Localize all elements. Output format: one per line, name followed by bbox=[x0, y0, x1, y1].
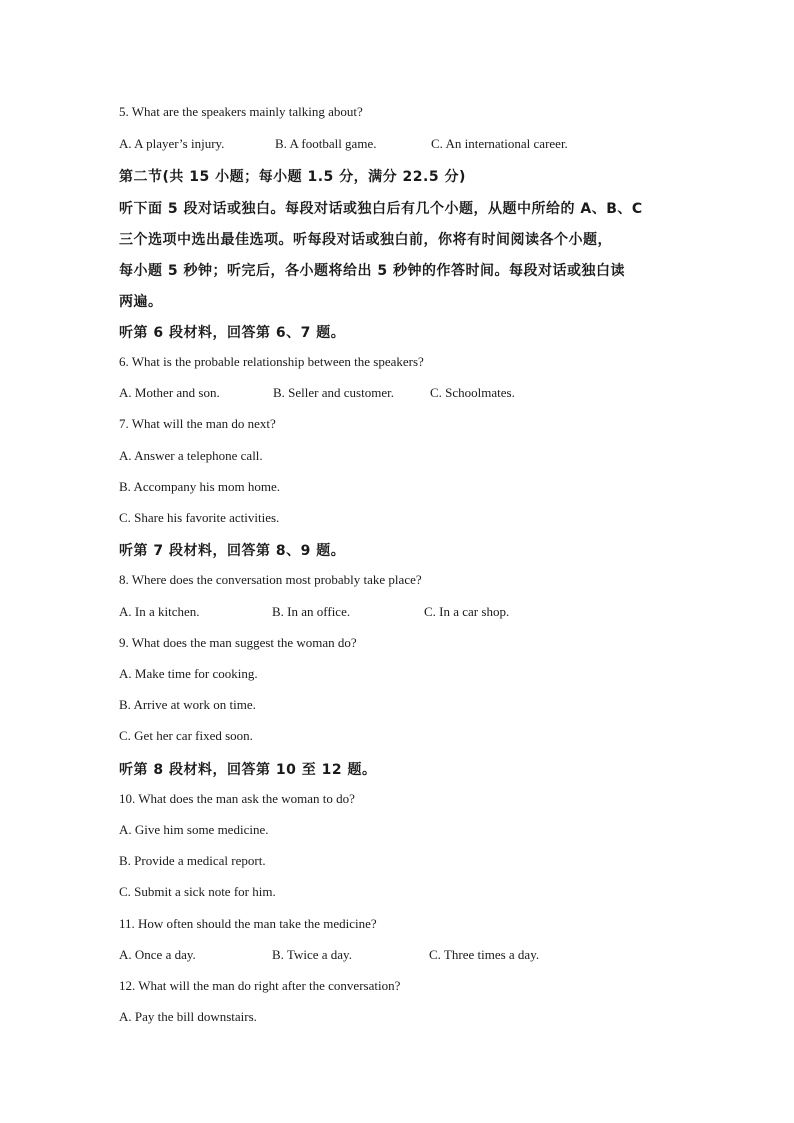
question-10: 10. What does the man ask the woman to do? bbox=[119, 791, 355, 806]
passage-7-heading: 听第 7 段材料，回答第 8、9 题。 bbox=[119, 543, 346, 559]
option-a: A. Once a day. bbox=[119, 947, 196, 962]
option-c: C. Get her car fixed soon. bbox=[119, 728, 253, 743]
passage-8-heading: 听第 8 段材料，回答第 10 至 12 题。 bbox=[119, 762, 377, 778]
section-instructions-line-1: 听下面 5 段对话或独白。每段对话或独白后有几个小题，从题中所给的 A、B、C bbox=[119, 201, 643, 217]
option-c: C. Three times a day. bbox=[429, 947, 540, 962]
option-b: B. Seller and customer. bbox=[273, 385, 394, 400]
option-a: A. In a kitchen. bbox=[119, 604, 200, 619]
option-b: B. In an office. bbox=[272, 604, 351, 619]
section-heading: 第二节(共 15 小题；每小题 1.5 分，满分 22.5 分) bbox=[119, 169, 466, 185]
section-instructions-line-3: 每小题 5 秒钟；听完后，各小题将给出 5 秒钟的作答时间。每段对话或独白读 bbox=[119, 263, 625, 279]
question-5: 5. What are the speakers mainly talking about? bbox=[119, 104, 363, 119]
option-a: A. Answer a telephone call. bbox=[119, 448, 263, 463]
question-6: 6. What is the probable relationship between the speakers? bbox=[119, 354, 424, 369]
option-b: B. Arrive at work on time. bbox=[119, 697, 256, 712]
question-12: 12. What will the man do right after the conversation? bbox=[119, 978, 401, 993]
option-b: B. Twice a day. bbox=[272, 947, 352, 962]
section-instructions-line-2: 三个选项中选出最佳选项。听每段对话或独白前，你将有时间阅读各个小题， bbox=[119, 232, 612, 248]
option-c: C. Schoolmates. bbox=[430, 385, 515, 400]
question-8: 8. Where does the conversation most probably take place? bbox=[119, 572, 422, 587]
question-9: 9. What does the man suggest the woman do? bbox=[119, 635, 357, 650]
option-c: C. An international career. bbox=[431, 136, 568, 151]
passage-6-heading: 听第 6 段材料，回答第 6、7 题。 bbox=[119, 325, 346, 341]
option-c: C. In a car shop. bbox=[424, 604, 510, 619]
option-b: B. A football game. bbox=[275, 136, 377, 151]
option-a: A. Make time for cooking. bbox=[119, 666, 258, 681]
option-a: A. Mother and son. bbox=[119, 385, 220, 400]
option-b: B. Provide a medical report. bbox=[119, 853, 266, 868]
option-a: A. Give him some medicine. bbox=[119, 822, 269, 837]
option-c: C. Share his favorite activities. bbox=[119, 510, 280, 525]
question-11-options bbox=[119, 947, 679, 965]
option-a: A. A player’s injury. bbox=[119, 136, 225, 151]
question-5-options bbox=[119, 136, 679, 154]
question-8-options bbox=[119, 604, 679, 622]
section-instructions-line-4: 两遍。 bbox=[119, 294, 163, 310]
question-6-options bbox=[119, 385, 679, 403]
option-b: B. Accompany his mom home. bbox=[119, 479, 281, 494]
question-11: 11. How often should the man take the medicine? bbox=[119, 916, 377, 931]
option-c: C. Submit a sick note for him. bbox=[119, 884, 276, 899]
option-a: A. Pay the bill downstairs. bbox=[119, 1009, 257, 1024]
question-7: 7. What will the man do next? bbox=[119, 416, 276, 431]
